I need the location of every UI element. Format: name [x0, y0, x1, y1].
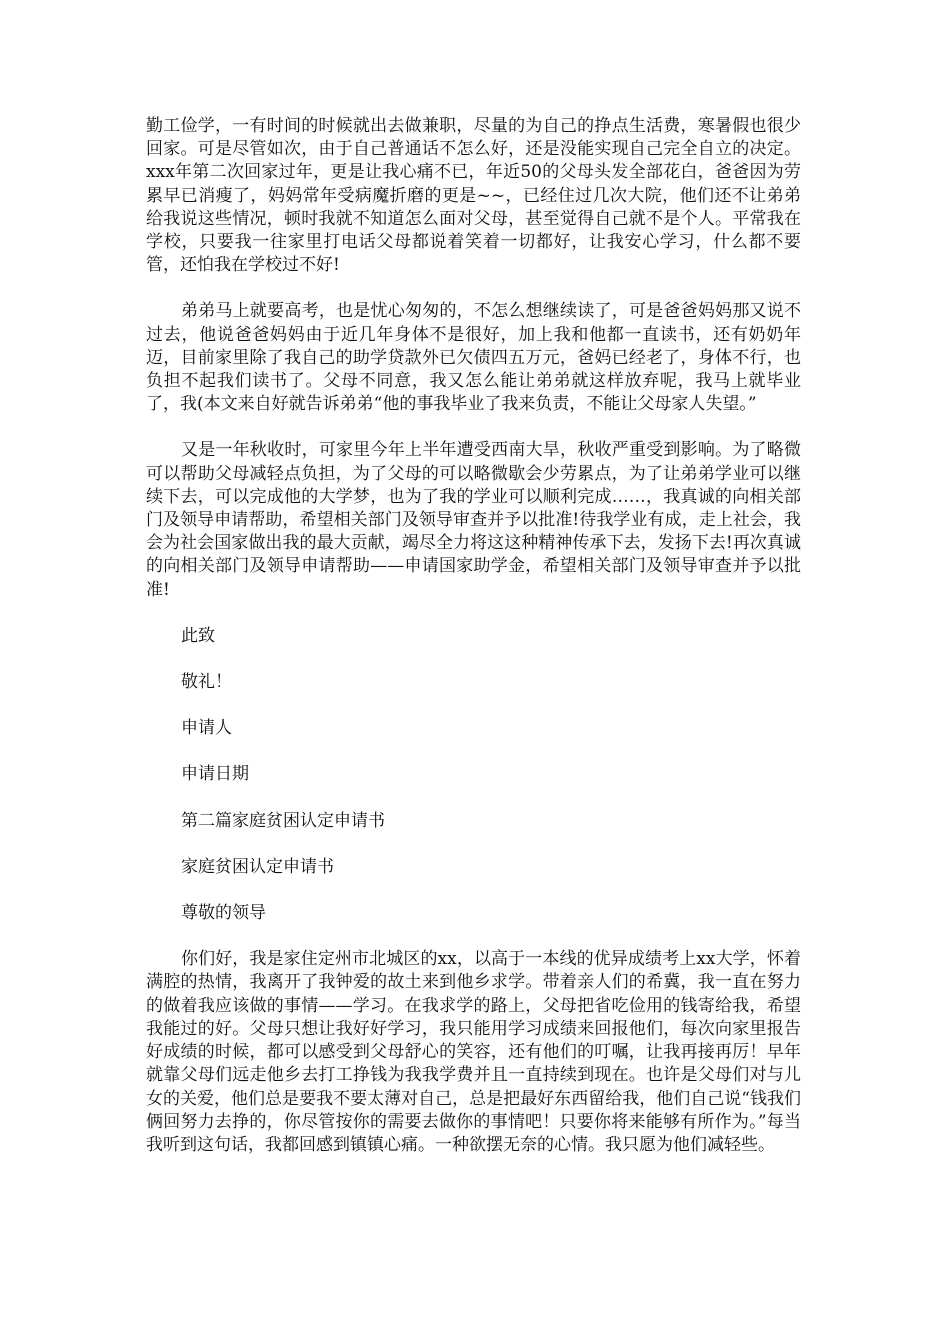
document-page	[146, 115, 801, 1180]
section-heading: 第二篇家庭贫困认定申请书	[181, 810, 385, 831]
applicant-label: 申请人	[181, 718, 232, 739]
closing-regards: 敬礼！	[181, 672, 232, 693]
application-date-label: 申请日期	[181, 764, 249, 785]
document-title: 家庭贫困认定申请书	[181, 856, 334, 877]
body-paragraph-3: 又是一年秋收时，可家里今年上半年遭受西南大旱，秋收严重受到影响。为了略微可以帮助父母减轻点负担，为了父母的可以略微歇会少劳累点，为了让弟弟学业可以继续下去，可以完成他的大学梦，也为了我的学业可以顺利完成……，我真诚的向相关部门及领导申请帮助，希望相关部门及领导审查并予以批准!待我学业有成，走上社会，我会为社会国家做出我的最大贡献，竭尽全力将这这种精神传承下去，发扬下去!再次真诚的向相关部门及领导申请帮助——申请国家助学金，希望相关部门及领导审查并予以批准!	[146, 440, 801, 600]
body-paragraph-4: 你们好，我是家住定州市北城区的xx，以高于一本线的优异成绩考上xx大学，怀着满腔的热情，我离开了我钟爱的故土来到他乡求学。带着亲人们的希冀，我一直在努力的做着我应该做的事情——学习。在我求学的路上，父母把省吃俭用的钱寄给我，希望我能过的好。父母只想让我好好学习，我只能用学习成绩来回报他们，每次向家里报告好成绩的时候，都可以感受到父母舒心的笑容，还有他们的叮嘱，让我再接再厉！早年就靠父母们远走他乡去打工挣钱为我我学费并且一直持续到现在。也许是父母们对与儿女的关爱，他们总是要我不要太薄对自己，总是把最好东西留给我，他们自己说“钱我们俩回努力去挣的，你尽管按你的需要去做你的事情吧！只要你将来能够有所作为。”每当我听到这句话，我都回感到镇镇心痛。一种欲摆无奈的心情。我只愿为他们减轻些。	[146, 949, 801, 1155]
body-paragraph-1: 勤工俭学，一有时间的时候就出去做兼职，尽量的为自己的挣点生活费，寒暑假也很少回家。可是尽管如次，由于自己普通话不怎么好，还是没能实现自己完全自立的决定。xxx年第二次回家过年，更是让我心痛不已，年近50的父母头发全部花白，爸爸因为劳累早已消瘦了，妈妈常年受病魔折磨的更是~~，已经住过几次大院，他们还不让弟弟给我说这些情况，顿时我就不知道怎么面对父母，甚至觉得自己就不是个人。平常我在学校，只要我一往家里打电话父母都说着笑着一切都好，让我安心学习，什么都不要管，还怕我在学校过不好!	[146, 116, 801, 276]
closing-salutation: 此致	[181, 625, 215, 646]
greeting-line: 尊敬的领导	[181, 903, 266, 924]
body-paragraph-2: 弟弟马上就要高考，也是忧心匆匆的，不怎么想继续读了，可是爸爸妈妈那又说不过去，他说爸爸妈妈由于近几年身体不是很好，加上我和他都一直读书，还有奶奶年迈，目前家里除了我自己的助学贷款外已欠债四五万元，爸妈已经老了，身体不行，也负担不起我们读书了。父母不同意，我又怎么能让弟弟就这样放弃呢，我马上就毕业了，我(本文来自好就告诉弟弟“他的事我毕业了我来负责，不能让父母家人失望。”	[146, 301, 801, 415]
